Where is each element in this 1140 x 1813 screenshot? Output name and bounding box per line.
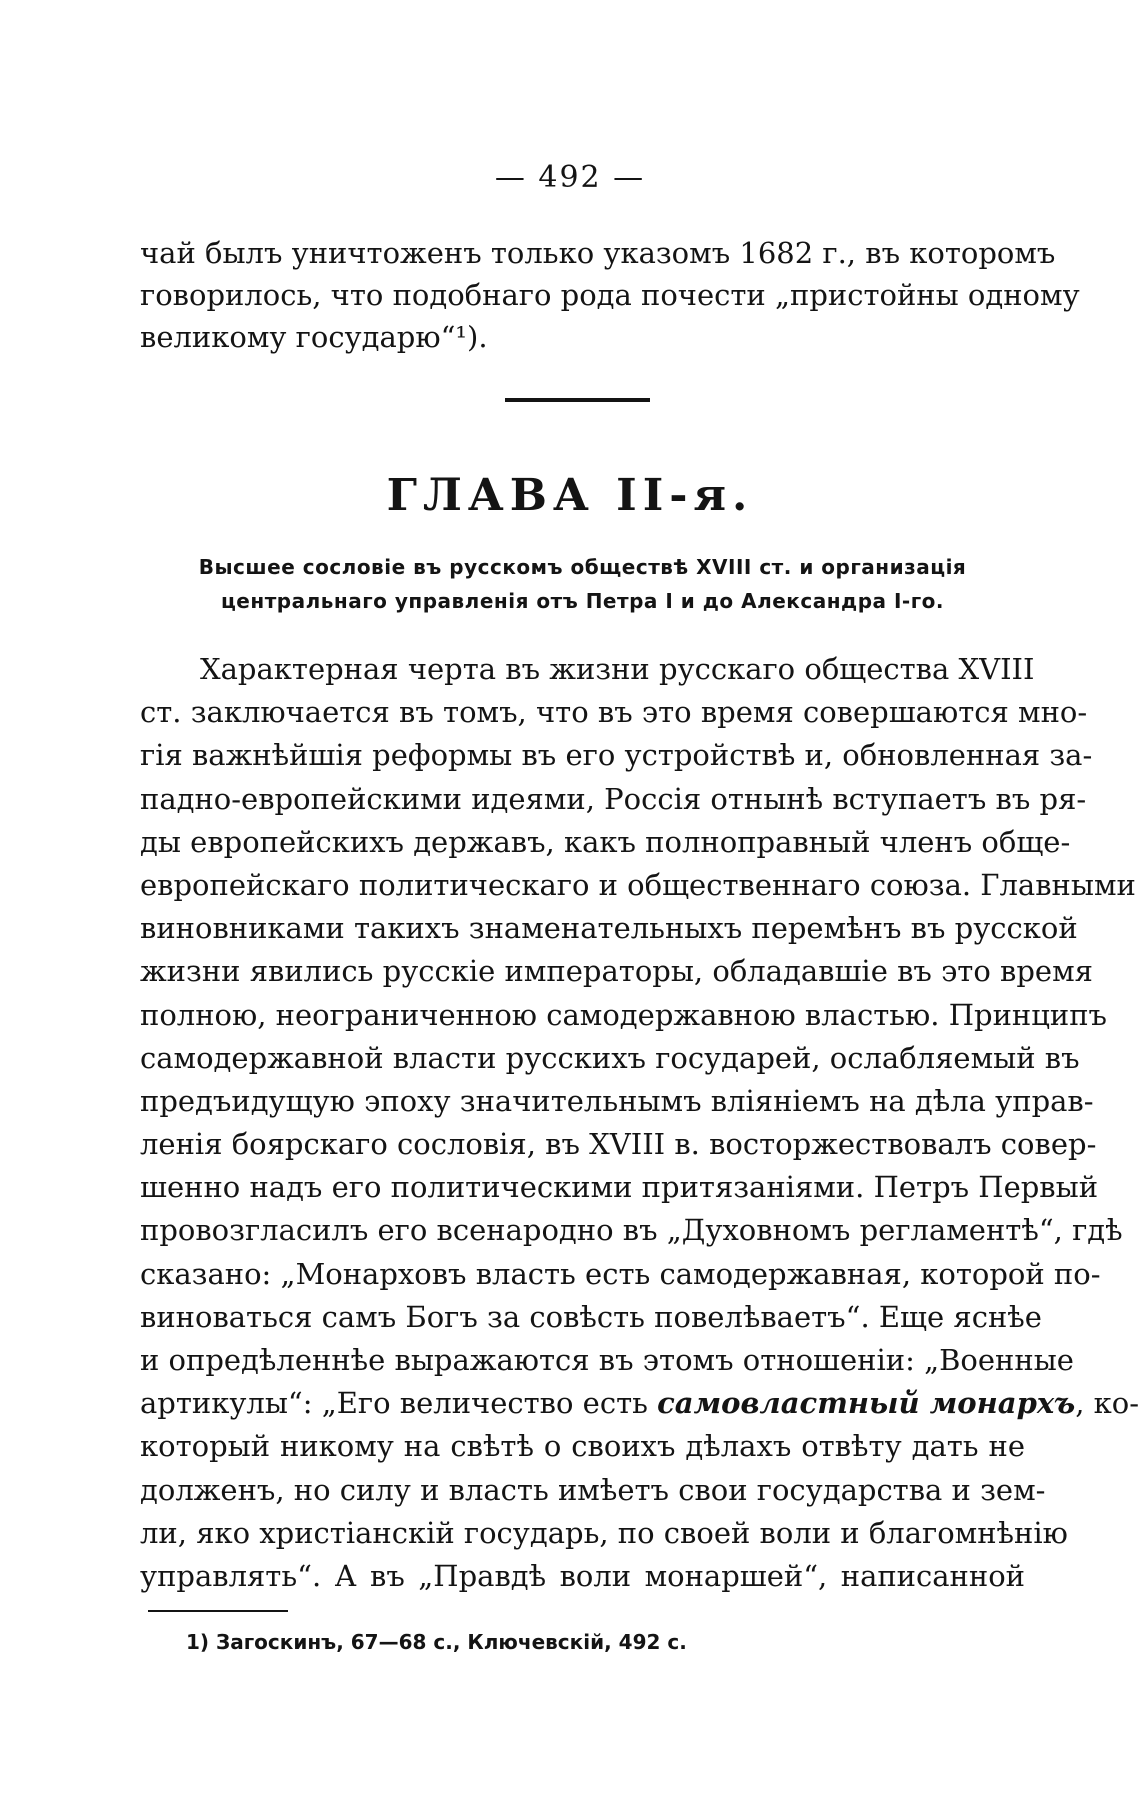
page-number: — 492 — — [494, 160, 646, 195]
intro-line: великому государю“¹). — [140, 320, 488, 354]
chapter-summary — [140, 550, 1025, 618]
section-divider — [505, 398, 650, 402]
body-line: ленія боярскаго сословія, въ XVIII в. восторжествовалъ совер- — [140, 1127, 1097, 1162]
chapter-title: ГЛАВА II-я. — [386, 470, 754, 521]
body-line: провозгласилъ его всенародно въ „Духовномъ регламентѣ“, гдѣ — [140, 1213, 1123, 1248]
body-line: европейскаго политическаго и общественнаго союза. Главными — [140, 867, 1136, 902]
body-line: который никому на свѣтѣ о своихъ дѣлахъ отвѣту дать не — [140, 1429, 1025, 1464]
body-line: жизни явились русскіе императоры, обладавшіе въ это время — [140, 954, 1093, 989]
body-line: сказано: „Монарховъ власть есть самодержавная, которой по- — [140, 1256, 1101, 1291]
body-line: шенно надъ его политическими притязаніями. Петръ Первый — [140, 1170, 1099, 1205]
body-line: самодержавной власти русскихъ государей, ослабляемый въ — [140, 1040, 1080, 1075]
body-line: управлять“. А въ „Правдѣ воли монаршей“, написанной — [140, 1558, 1025, 1593]
footnote-divider — [148, 1610, 288, 1612]
body-line: гія важнѣйшія реформы въ его устройствѣ и, обновленная за- — [140, 738, 1093, 773]
body-line-part: , ко- — [1075, 1386, 1140, 1421]
footnote: 1) Загоскинъ, 67—68 с., Ключевскій, 492 с. — [186, 1630, 687, 1654]
body-line: виноваться самъ Богъ за совѣсть повелѣваетъ“. Еще яснѣе — [140, 1299, 1042, 1334]
body-line: падно-европейскими идеями, Россія отнынѣ вступаетъ въ ря- — [140, 781, 1087, 816]
summary-line: Высшее сословіе въ русскомъ обществѣ XVIII ст. и организація — [198, 555, 967, 579]
emphasis-text: самовластный монархъ — [657, 1386, 1076, 1421]
body-line: долженъ, но силу и власть имѣетъ свои государства и зем- — [140, 1472, 1046, 1507]
intro-line: чай былъ уничтоженъ только указомъ 1682 г., въ которомъ — [140, 236, 1056, 270]
body-line: предъидущую эпоху значительнымъ вліяніемъ на дѣла управ- — [140, 1083, 1094, 1118]
body-line: виновниками такихъ знаменательныхъ перемѣнъ въ русской — [140, 911, 1078, 946]
body-line-with-emphasis — [140, 1382, 1140, 1425]
body-line: полною, неограниченною самодержавною властью. Принципъ — [140, 997, 1107, 1032]
body-line: ды европейскихъ державъ, какъ полноправный членъ обще- — [140, 824, 1071, 859]
body-line: ст. заключается въ томъ, что въ это время совершаются мно- — [140, 695, 1088, 730]
body-paragraph — [140, 648, 1140, 1598]
body-line: и опредѣленнѣе выражаются въ этомъ отношеніи: „Военные — [140, 1343, 1074, 1377]
body-line-part: артикулы“: „Его величество есть — [140, 1386, 658, 1421]
body-line: Характерная черта въ жизни русскаго общества XVIII — [200, 652, 1035, 686]
intro-paragraph — [140, 232, 1080, 358]
summary-line: центральнаго управленія отъ Петра I и до Александра I-го. — [220, 589, 944, 613]
body-line: ли, яко христіанскій государь, по своей воли и благомнѣнію — [140, 1515, 1068, 1550]
intro-line: говорилось, что подобнаго рода почести „пристойны одному — [140, 278, 1080, 312]
